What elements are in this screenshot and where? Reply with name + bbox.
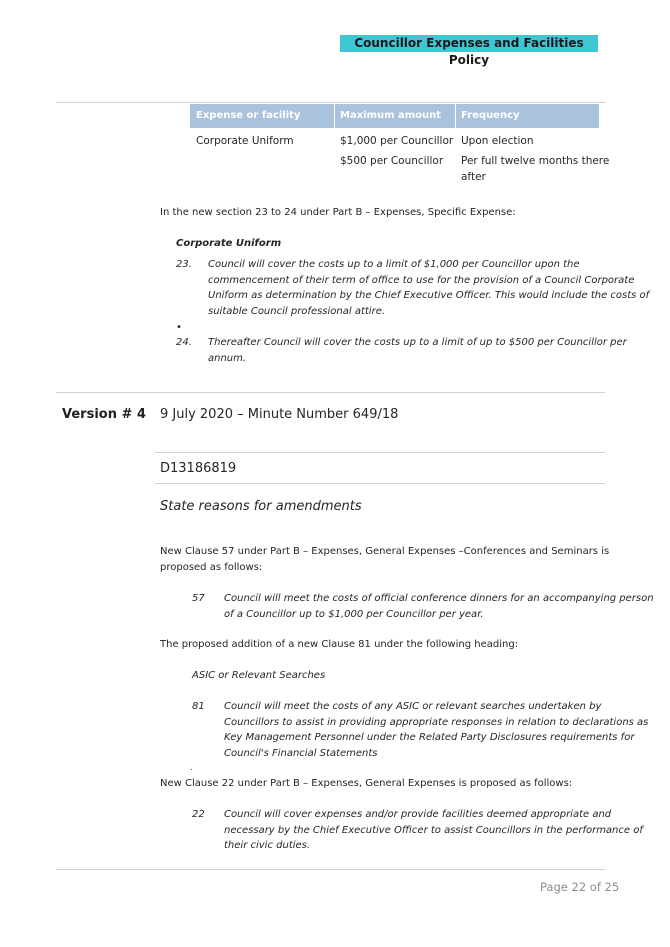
clause-57-text: Council will meet the costs of official conference dinners for an accompanying person of a Councillor up to $1,000 per Councillor per year.: [224, 593, 654, 620]
document-id: D13186819: [160, 461, 237, 476]
clause-22-intro: New Clause 22 under Part B – Expenses, General Expenses is proposed as follows:: [160, 778, 573, 789]
clause-number: 24.: [176, 337, 192, 348]
clause-23-text: Council will cover the costs up to a limit of $1,000 per Councillor upon the commencement of their term of office to use for the provision of a Council Corporate Uniform as determination by the Chief Executive Officer. This would include the costs of suitable Council professional attire.: [208, 259, 650, 317]
stray-dot: .: [190, 763, 193, 772]
section-intro: In the new section 23 to 24 under Part B – Expenses, Specific Expense:: [160, 207, 516, 218]
column-header-frequency: Frequency: [461, 110, 520, 121]
expense-table-header: [190, 104, 599, 128]
clause-number: 22: [192, 809, 205, 820]
section-divider: [56, 392, 605, 393]
column-divider: [455, 104, 456, 128]
document-header-title: Councillor Expenses and Facilities Policy: [340, 35, 598, 52]
clause-57-intro: New Clause 57 under Part B – Expenses, General Expenses –Conferences and Seminars is proposed as follows:: [160, 546, 610, 573]
top-divider: [56, 102, 605, 103]
table-cell-frequency: Per full twelve months there: [461, 155, 610, 167]
table-cell-expense: Corporate Uniform: [196, 135, 294, 147]
asic-heading: ASIC or Relevant Searches: [192, 670, 326, 681]
reasons-heading: State reasons for amendments: [160, 499, 362, 514]
column-header-expense: Expense or facility: [196, 110, 301, 121]
clause-81-intro: The proposed addition of a new Clause 81 under the following heading:: [160, 639, 519, 650]
field-divider: [155, 452, 605, 453]
version-date-minute: 9 July 2020 – Minute Number 649/18: [160, 407, 399, 422]
clause-number: 57: [192, 593, 205, 604]
field-divider: [155, 483, 605, 484]
clause-81-text: Council will meet the costs of any ASIC or relevant searches undertaken by Councillors to assist in providing appropriate responses in relation to declarations as Key Management Personnel under the Related Party Disclosures requirements for Council's Financial Statements: [224, 701, 649, 759]
table-cell-amount: $1,000 per Councillor: [340, 135, 454, 147]
bullet-point: •: [176, 322, 182, 333]
footer-divider: [56, 869, 605, 870]
column-divider: [334, 104, 335, 128]
clause-number: 23.: [176, 259, 192, 270]
page-number: Page 22 of 25: [540, 880, 620, 894]
section-heading: Corporate Uniform: [176, 238, 282, 249]
version-label: Version # 4: [62, 407, 146, 422]
clause-number: 81: [192, 701, 205, 712]
clause-24-text: Thereafter Council will cover the costs up to a limit of up to $500 per Councillor per annum.: [208, 337, 627, 364]
column-header-amount: Maximum amount: [340, 110, 442, 121]
table-cell-frequency-cont: after: [461, 171, 486, 183]
table-cell-frequency: Upon election: [461, 135, 534, 147]
clause-22-text: Council will cover expenses and/or provide facilities deemed appropriate and necessary by the Chief Executive Officer to assist Councillors in the performance of their civic duties.: [224, 809, 643, 851]
table-cell-amount: $500 per Councillor: [340, 155, 444, 167]
